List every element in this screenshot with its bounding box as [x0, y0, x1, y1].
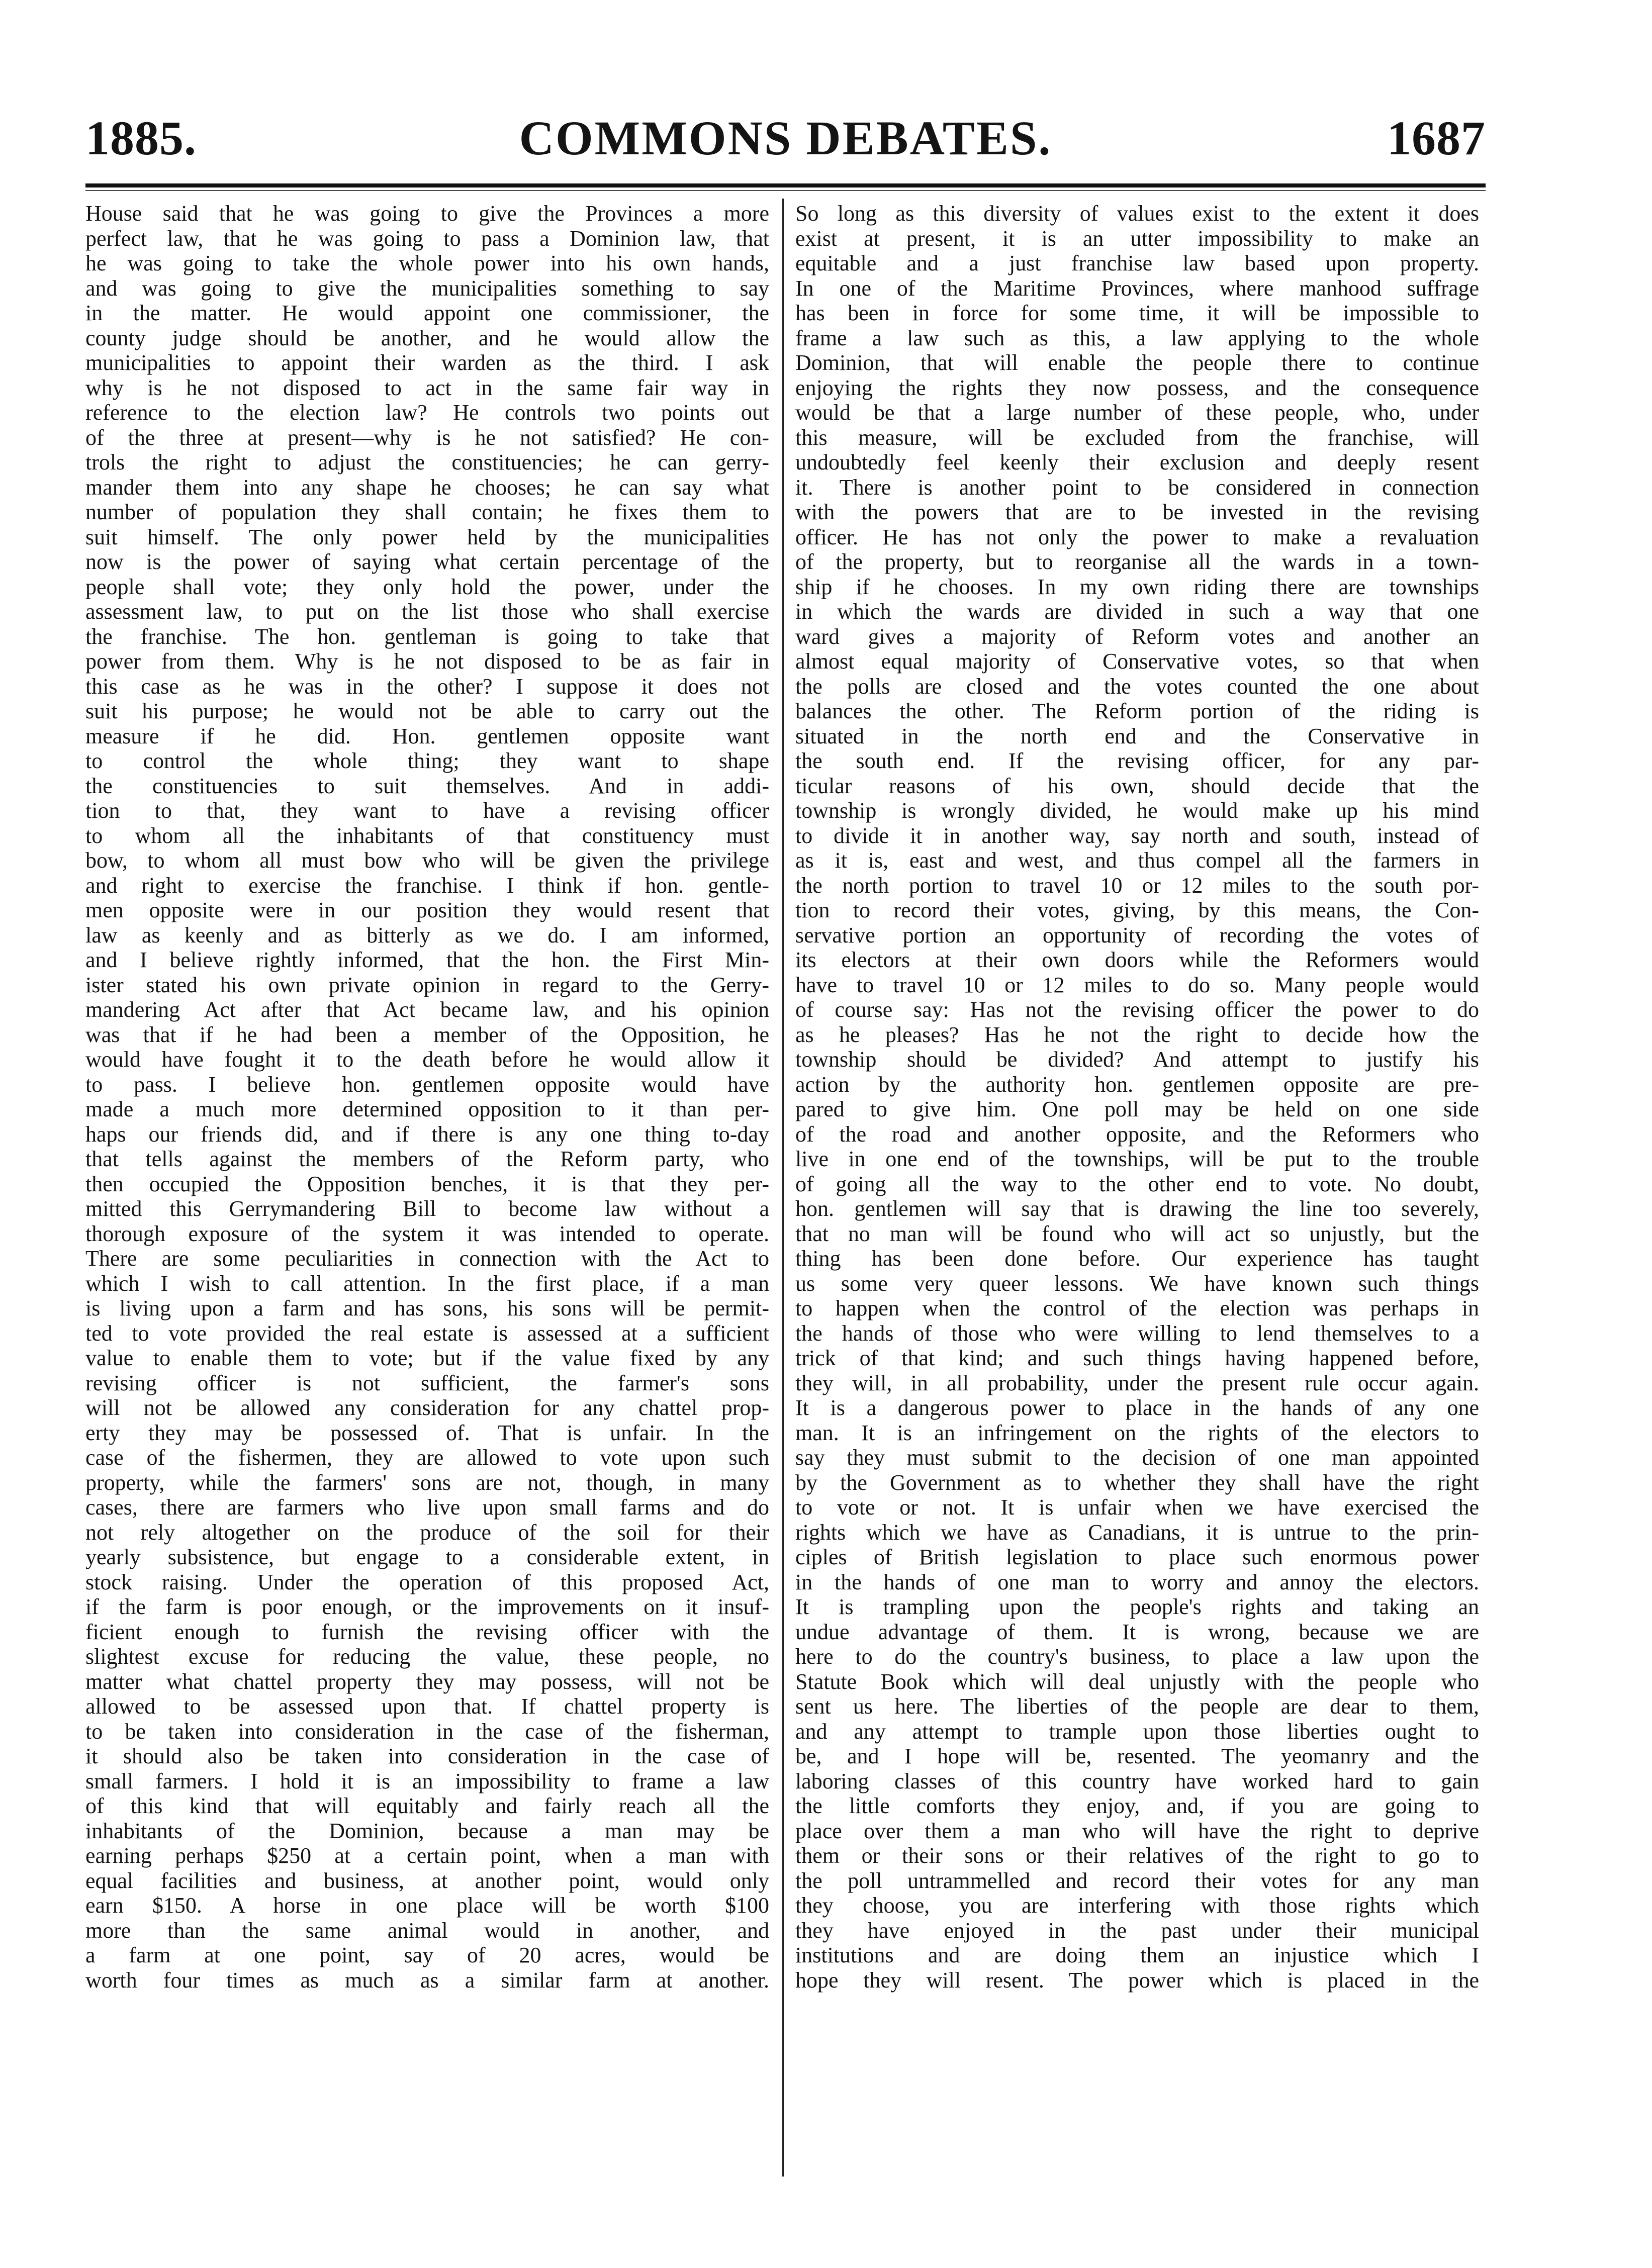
text-line: of this kind that will equitably and fairly reach all the [85, 1793, 769, 1818]
text-line: of course say: Has not the revising officer the power to do [795, 997, 1479, 1022]
text-line: suit his purpose; he would not be able to carry out the [85, 699, 769, 723]
text-line: will not be allowed any consideration for any chattel prop- [85, 1395, 769, 1420]
text-line: trols the right to adjust the constituencies; he can gerry- [85, 450, 769, 475]
text-line: ward gives a majority of Reform votes and another an [795, 624, 1479, 649]
text-line: to control the whole thing; they want to shape [85, 748, 769, 773]
running-head [85, 108, 1486, 173]
text-line: assessment law, to put on the list those who shall exercise [85, 599, 769, 624]
text-line: action by the authority hon. gentlemen opposite are pre- [795, 1072, 1479, 1097]
text-line: number of population they shall contain; he fixes them to [85, 500, 769, 524]
text-line: tion to that, they want to have a revising officer [85, 798, 769, 823]
text-line: it should also be taken into consideration in the case of [85, 1744, 769, 1768]
text-line: In one of the Maritime Provinces, where manhood suffrage [795, 275, 1479, 301]
text-line: and any attempt to trample upon those liberties ought to [795, 1719, 1479, 1744]
text-line: of the three at present—why is he not satisfied? He con- [85, 425, 769, 450]
text-line: by the Government as to whether they shall have the right [795, 1470, 1479, 1495]
text-line: There are some peculiarities in connection with the Act to [85, 1246, 769, 1271]
header-rule [85, 183, 1486, 187]
text-line: equal facilities and business, at another point, would only [85, 1868, 769, 1893]
text-line: and was going to give the municipalities something to say [85, 275, 769, 301]
text-line: pared to give him. One poll may be held on one side [795, 1097, 1479, 1121]
text-line: they will, in all probability, under the present rule occur again. [795, 1370, 1479, 1395]
text-line: sent us here. The liberties of the people are dear to them, [795, 1694, 1479, 1719]
text-line: laboring classes of this country have worked hard to gain [795, 1768, 1479, 1793]
text-line: to be taken into consideration in the case of the fisherman, [85, 1719, 769, 1744]
text-line: earn $150. A horse in one place will be worth $100 [85, 1893, 769, 1918]
text-line: with the powers that are to be invested in the revising [795, 500, 1479, 524]
text-line: the franchise. The hon. gentleman is going to take that [85, 624, 769, 649]
header-rule-thin [85, 190, 1486, 191]
text-line: the south end. If the revising officer, for any par- [795, 748, 1479, 773]
text-line: place over them a man who will have the right to deprive [795, 1818, 1479, 1843]
column-divider [782, 199, 784, 2177]
text-line: hon. gentlemen will say that is drawing the line too severely, [795, 1196, 1479, 1221]
text-line: reference to the election law? He controls two points out [85, 400, 769, 425]
text-line: ship if he chooses. In my own riding there are townships [795, 574, 1479, 599]
text-line: in the hands of one man to worry and annoy the electors. [795, 1569, 1479, 1594]
text-line: situated in the north end and the Conservative in [795, 723, 1479, 748]
text-line: have to travel 10 or 12 miles to do so. Many people would [795, 972, 1479, 997]
text-line: almost equal majority of Conservative votes, so that when [795, 649, 1479, 674]
text-line: thorough exposure of the system it was intended to operate. [85, 1221, 769, 1246]
text-line: small farmers. I hold it is an impossibility to frame a law [85, 1768, 769, 1793]
text-line: they choose, you are interfering with those rights which [795, 1893, 1479, 1918]
text-line: now is the power of saying what certain percentage of the [85, 549, 769, 574]
text-line: that tells against the members of the Reform party, who [85, 1147, 769, 1171]
text-line: is living upon a farm and has sons, his sons will be permit- [85, 1296, 769, 1320]
text-line: of the property, but to reorganise all the wards in a town- [795, 549, 1479, 574]
text-line: undue advantage of them. It is wrong, because we are [795, 1619, 1479, 1644]
text-line: measure if he did. Hon. gentlemen opposite want [85, 723, 769, 748]
text-line: of the road and another opposite, and the Reformers who [795, 1121, 1479, 1147]
text-line: of going all the way to the other end to vote. No doubt, [795, 1171, 1479, 1196]
text-line: why is he not disposed to act in the same fair way in [85, 375, 769, 400]
text-line: in the matter. He would appoint one commissioner, the [85, 301, 769, 325]
text-line: hope they will resent. The power which is placed in the [795, 1967, 1479, 1993]
text-line: then occupied the Opposition benches, it is that they per- [85, 1171, 769, 1196]
text-line: has been in force for some time, it will be impossible to [795, 301, 1479, 325]
text-line: It is trampling upon the people's rights and taking an [795, 1594, 1479, 1619]
text-line: exist at present, it is an utter impossibility to make an [795, 226, 1479, 251]
text-line: tion to record their votes, giving, by this means, the Con- [795, 898, 1479, 922]
text-line: this case as he was in the other? I suppose it does not [85, 674, 769, 699]
text-line: rights which we have as Canadians, it is untrue to the prin- [795, 1520, 1479, 1545]
text-line: township is wrongly divided, he would make up his mind [795, 798, 1479, 823]
text-line: yearly subsistence, but engage to a considerable extent, in [85, 1545, 769, 1569]
text-line: thing has been done before. Our experience has taught [795, 1246, 1479, 1271]
text-line: suit himself. The only power held by the municipalities [85, 524, 769, 549]
text-line: the poll untrammelled and record their votes for any man [795, 1868, 1479, 1893]
text-line: made a much more determined opposition to it than per- [85, 1097, 769, 1121]
text-line: frame a law such as this, a law applying to the whole [795, 325, 1479, 350]
text-line: trick of that kind; and such things having happened before, [795, 1346, 1479, 1370]
text-line: be, and I hope will be, resented. The yeomanry and the [795, 1744, 1479, 1768]
left-column [85, 201, 769, 1993]
text-line: law as keenly and as bitterly as we do. I am informed, [85, 922, 769, 948]
text-line: say they must submit to the decision of one man appointed [795, 1445, 1479, 1470]
text-line: undoubtedly feel keenly their exclusion and deeply resent [795, 450, 1479, 475]
text-line: would have fought it to the death before he would allow it [85, 1047, 769, 1072]
text-line: value to enable them to vote; but if the value fixed by any [85, 1346, 769, 1370]
text-line: revising officer is not sufficient, the farmer's sons [85, 1370, 769, 1395]
publication-year: 1885. [85, 111, 197, 165]
text-line: institutions and are doing them an injustice which I [795, 1943, 1479, 1967]
text-line: haps our friends did, and if there is any one thing to-day [85, 1121, 769, 1147]
text-line: allowed to be assessed upon that. If chattel property is [85, 1694, 769, 1719]
text-line: as it is, east and west, and thus compel all the farmers in [795, 848, 1479, 873]
text-line: not rely altogether on the produce of the soil for their [85, 1520, 769, 1545]
text-line: its electors at their own doors while the Reformers would [795, 948, 1479, 972]
text-line: to pass. I believe hon. gentlemen opposite would have [85, 1072, 769, 1097]
text-line: worth four times as much as a similar farm at another. [85, 1967, 769, 1993]
text-line: It is a dangerous power to place in the hands of any one [795, 1395, 1479, 1420]
text-line: bow, to whom all must bow who will be given the privilege [85, 848, 769, 873]
text-line: erty they may be possessed of. That is unfair. In the [85, 1420, 769, 1445]
text-line: was that if he had been a member of the Opposition, he [85, 1022, 769, 1047]
text-line: people shall vote; they only hold the power, under the [85, 574, 769, 599]
text-line: power from them. Why is he not disposed to be as fair in [85, 649, 769, 674]
text-line: House said that he was going to give the Provinces a more [85, 201, 769, 226]
text-line: servative portion an opportunity of recording the votes of [795, 922, 1479, 948]
text-line: inhabitants of the Dominion, because a man may be [85, 1818, 769, 1843]
text-line: So long as this diversity of values exist to the extent it does [795, 201, 1479, 226]
text-line: county judge should be another, and he would allow the [85, 325, 769, 350]
text-line: Dominion, that will enable the people there to continue [795, 350, 1479, 375]
text-line: in which the wards are divided in such a way that one [795, 599, 1479, 624]
text-line: this measure, will be excluded from the franchise, will [795, 425, 1479, 450]
text-line: as he pleases? Has he not the right to decide how the [795, 1022, 1479, 1047]
text-line: men opposite were in our position they would resent that [85, 898, 769, 922]
text-line: to whom all the inhabitants of that constituency must [85, 823, 769, 848]
text-line: if the farm is poor enough, or the improvements on it insuf- [85, 1594, 769, 1619]
text-line: man. It is an infringement on the rights of the electors to [795, 1420, 1479, 1445]
text-line: which I wish to call attention. In the first place, if a man [85, 1271, 769, 1296]
text-line: a farm at one point, say of 20 acres, would be [85, 1943, 769, 1967]
text-line: stock raising. Under the operation of this proposed Act, [85, 1569, 769, 1594]
text-line: ticular reasons of his own, should decide that the [795, 773, 1479, 798]
text-line: perfect law, that he was going to pass a Dominion law, that [85, 226, 769, 251]
text-line: to divide it in another way, say north and south, instead of [795, 823, 1479, 848]
text-line: here to do the country's business, to place a law upon the [795, 1644, 1479, 1669]
newspaper-page [85, 108, 1486, 2194]
text-line: slightest excuse for reducing the value, these people, no [85, 1644, 769, 1669]
text-line: municipalities to appoint their warden as the third. I ask [85, 350, 769, 375]
text-line: ister stated his own private opinion in regard to the Gerry- [85, 972, 769, 997]
text-line: the little comforts they enjoy, and, if you are going to [795, 1793, 1479, 1818]
text-line: the hands of those who were willing to lend themselves to a [795, 1320, 1479, 1346]
text-line: he was going to take the whole power into his own hands, [85, 251, 769, 275]
text-line: equitable and a just franchise law based upon property. [795, 251, 1479, 275]
text-line: would be that a large number of these people, who, under [795, 400, 1479, 425]
text-line: ciples of British legislation to place such enormous power [795, 1545, 1479, 1569]
text-line: balances the other. The Reform portion of the riding is [795, 699, 1479, 723]
text-line: cases, there are farmers who live upon small farms and do [85, 1495, 769, 1520]
text-line: property, while the farmers' sons are not, though, in many [85, 1470, 769, 1495]
text-line: and right to exercise the franchise. I think if hon. gentle- [85, 873, 769, 898]
text-line: us some very queer lessons. We have known such things [795, 1271, 1479, 1296]
page-number: 1687 [1387, 111, 1486, 165]
text-line: they have enjoyed in the past under their municipal [795, 1918, 1479, 1943]
right-column [795, 201, 1479, 1993]
text-line: it. There is another point to be considered in connection [795, 475, 1479, 500]
text-line: ted to vote provided the real estate is assessed at a sufficient [85, 1320, 769, 1346]
text-line: them or their sons or their relatives of the right to go to [795, 1843, 1479, 1868]
text-line: to happen when the control of the election was perhaps in [795, 1296, 1479, 1320]
text-line: officer. He has not only the power to make a revaluation [795, 524, 1479, 549]
text-line: the polls are closed and the votes counted the one about [795, 674, 1479, 699]
text-line: to vote or not. It is unfair when we have exercised the [795, 1495, 1479, 1520]
text-line: earning perhaps $250 at a certain point, when a man with [85, 1843, 769, 1868]
text-line: matter what chattel property they may possess, will not be [85, 1669, 769, 1694]
text-line: mitted this Gerrymandering Bill to become law without a [85, 1196, 769, 1221]
text-line: Statute Book which will deal unjustly with the people who [795, 1669, 1479, 1694]
text-line: mandering Act after that Act became law, and his opinion [85, 997, 769, 1022]
text-line: and I believe rightly informed, that the hon. the First Min- [85, 948, 769, 972]
text-line: that no man will be found who will act so unjustly, but the [795, 1221, 1479, 1246]
text-line: case of the fishermen, they are allowed to vote upon such [85, 1445, 769, 1470]
text-line: ficient enough to furnish the revising officer with the [85, 1619, 769, 1644]
text-line: enjoying the rights they now possess, and the consequence [795, 375, 1479, 400]
text-line: more than the same animal would in another, and [85, 1918, 769, 1943]
text-line: township should be divided? And attempt to justify his [795, 1047, 1479, 1072]
text-line: the north portion to travel 10 or 12 miles to the south por- [795, 873, 1479, 898]
text-line: mander them into any shape he chooses; he can say what [85, 475, 769, 500]
text-line: live in one end of the townships, will be put to the trouble [795, 1147, 1479, 1171]
text-line: the constituencies to suit themselves. And in addi- [85, 773, 769, 798]
publication-title: COMMONS DEBATES. [519, 111, 1052, 165]
